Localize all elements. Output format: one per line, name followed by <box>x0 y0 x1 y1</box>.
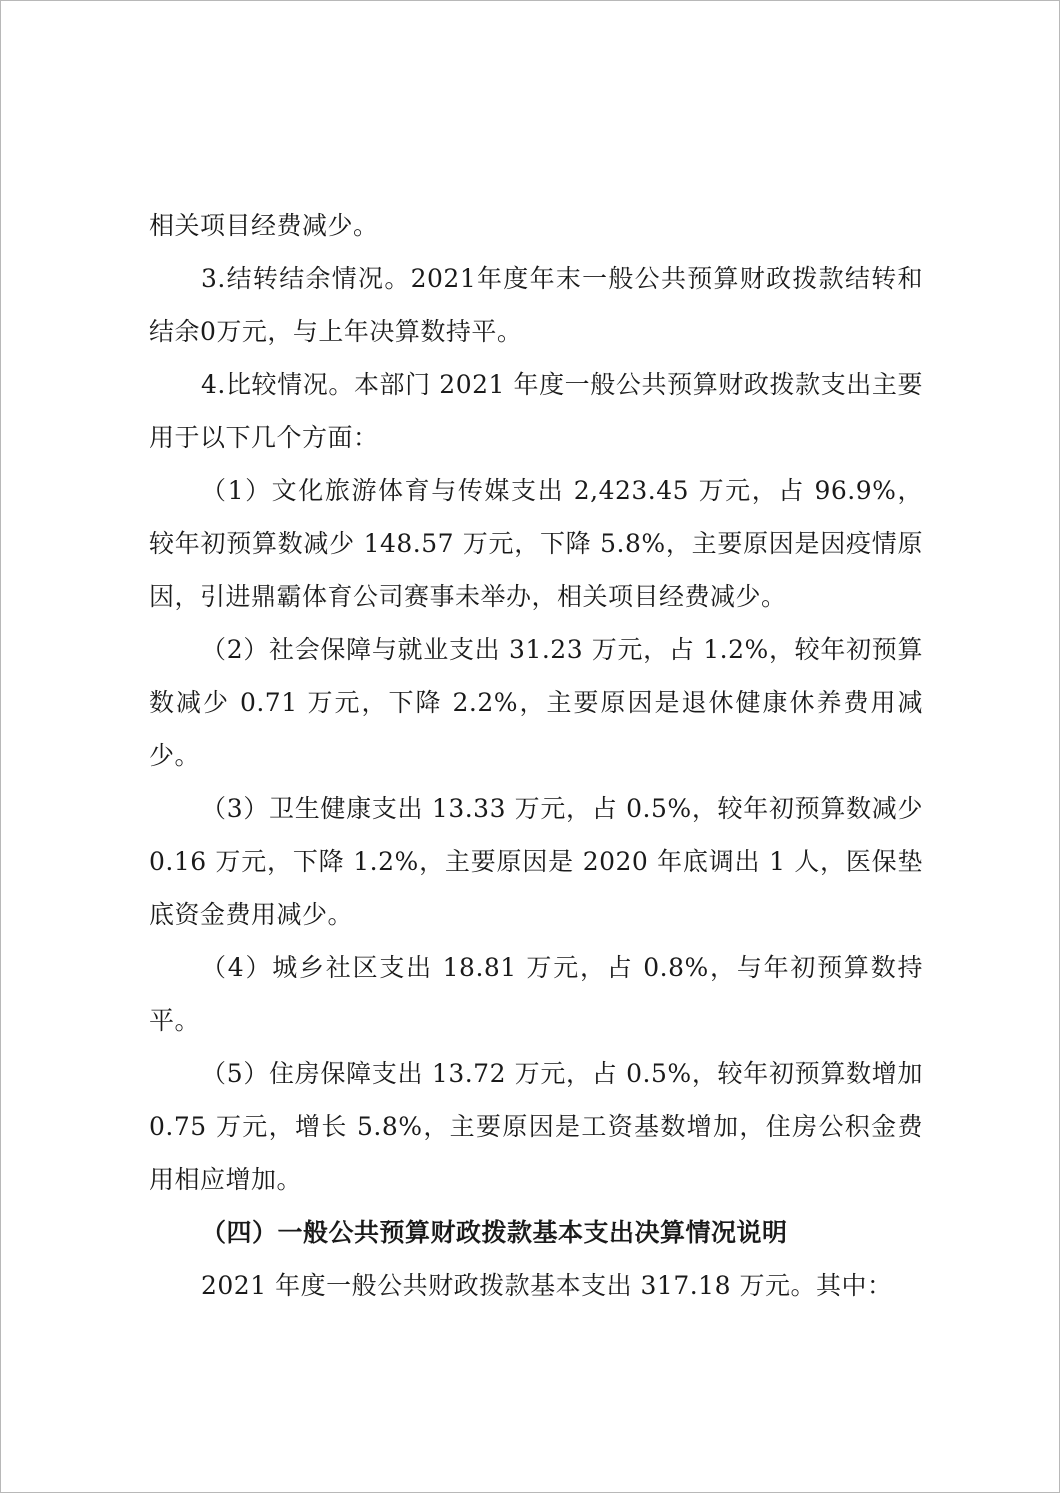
paragraph-item-housing: （5）住房保障支出 13.72 万元，占 0.5%，较年初预算数增加 0.75 万元，增长 5.8%，主要原因是工资基数增加，住房公积金费用相应增加。 <box>149 1059 923 1194</box>
paragraph-item-health: （3）卫生健康支出 13.33 万元，占 0.5%，较年初预算数减少 0.16 万元，下降 1.2%，主要原因是 2020 年底调出 1 人，医保垫底资金费用减少。 <box>149 794 923 929</box>
section-heading-basic-expenditure: （四）一般公共预算财政拨款基本支出决算情况说明 <box>201 1218 788 1247</box>
paragraph-continuation: 相关项目经费减少。 <box>149 211 379 240</box>
paragraph-basic-expenditure-total: 2021 年度一般公共财政拨款基本支出 317.18 万元。其中： <box>201 1271 893 1300</box>
paragraph-item-urban-rural: （4）城乡社区支出 18.81 万元，占 0.8%，与年初预算数持平。 <box>149 953 923 1035</box>
paragraph-carryover-balance: 3.结转结余情况。2021年度年末一般公共预算财政拨款结转和结余0万元，与上年决算数持平。 <box>149 264 923 346</box>
document-body <box>149 199 923 1312</box>
paragraph-item-culture-tourism: （1）文化旅游体育与传媒支出 2,423.45 万元，占 96.9%，较年初预算数减少 148.57 万元，下降 5.8%，主要原因是因疫情原因，引进鼎霸体育公司赛事未举办，相关项目经费减少。 <box>149 476 923 611</box>
paragraph-comparison: 4.比较情况。本部门 2021 年度一般公共预算财政拨款支出主要用于以下几个方面： <box>149 370 923 452</box>
paragraph-item-social-security: （2）社会保障与就业支出 31.23 万元，占 1.2%，较年初预算数减少 0.71 万元，下降 2.2%，主要原因是退休健康休养费用减少。 <box>149 635 923 770</box>
